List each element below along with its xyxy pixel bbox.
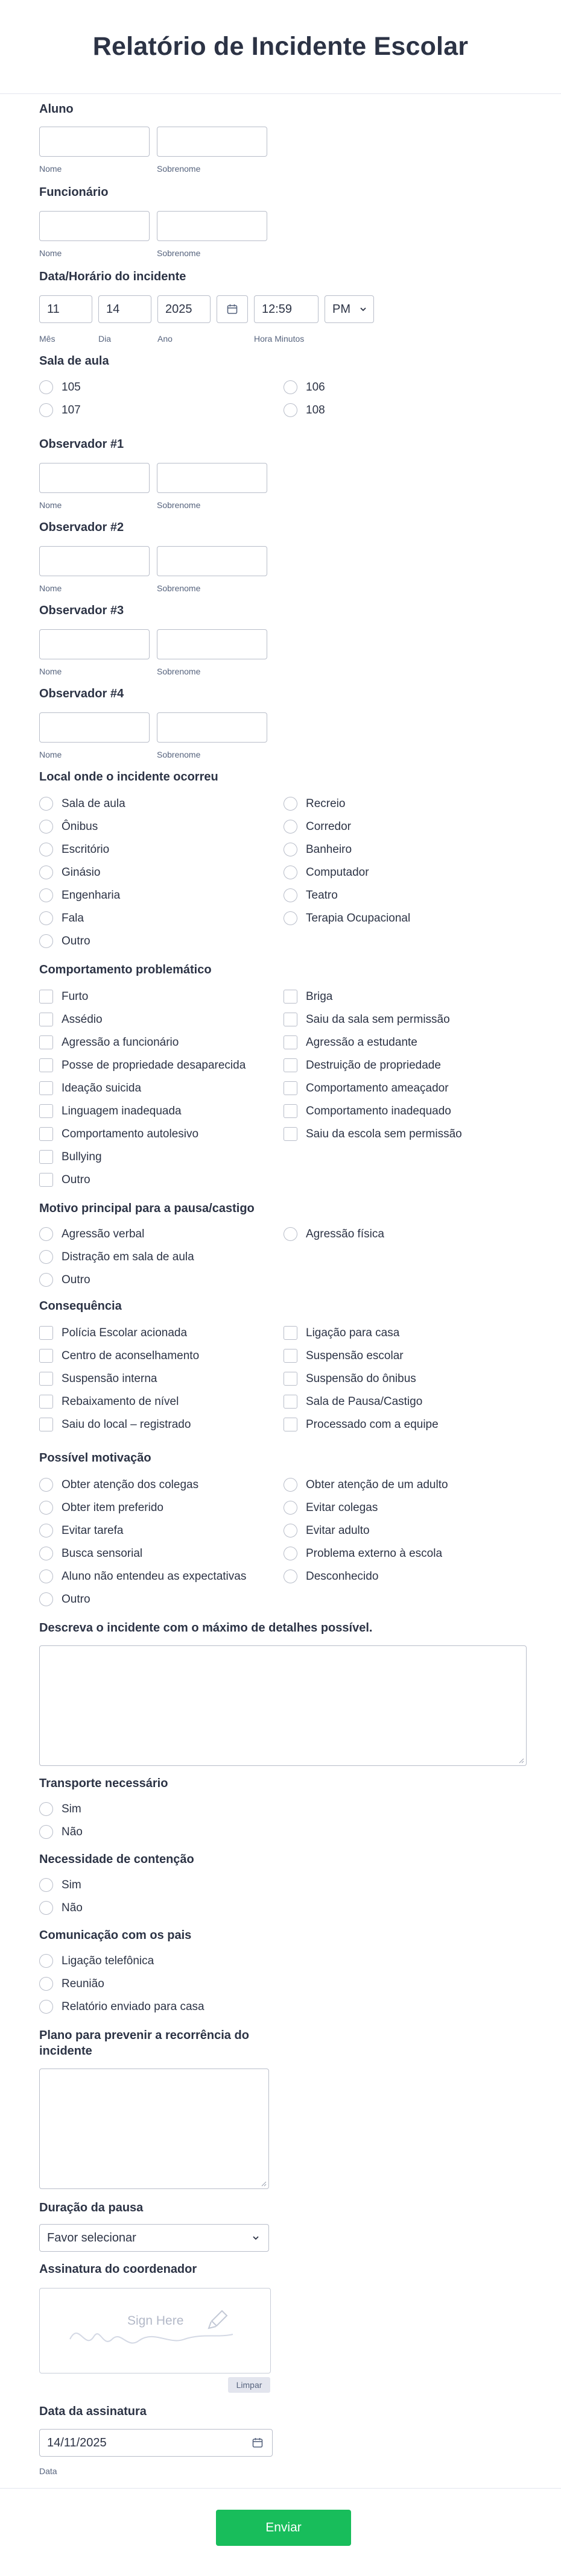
motivation-label: Possível motivação xyxy=(39,1451,151,1465)
option-label: Outro xyxy=(62,1592,90,1606)
consequence-option[interactable] xyxy=(39,1418,191,1431)
motivation-option[interactable] xyxy=(39,1547,142,1560)
checkbox[interactable] xyxy=(284,990,297,1004)
classroom-option[interactable] xyxy=(39,380,81,394)
consequence-label: Consequência xyxy=(39,1299,122,1313)
time-input[interactable]: 12:59 xyxy=(254,295,319,323)
radio[interactable] xyxy=(39,1250,53,1264)
checkbox[interactable] xyxy=(39,1173,53,1187)
radio[interactable] xyxy=(39,1273,53,1287)
option-label: Recreio xyxy=(306,797,346,810)
parents-option[interactable] xyxy=(39,1977,104,1991)
option-label: Agressão verbal xyxy=(62,1227,145,1240)
behavior-option[interactable] xyxy=(284,990,332,1004)
radio[interactable] xyxy=(39,911,53,925)
radio[interactable] xyxy=(39,2000,53,2014)
radio[interactable] xyxy=(284,797,297,811)
checkbox[interactable] xyxy=(284,1058,297,1072)
observer-1-last-sub: Sobrenome xyxy=(157,500,201,510)
student-first-name-input[interactable] xyxy=(39,127,150,157)
checkbox[interactable] xyxy=(39,1013,53,1026)
observer-4-first-sub: Nome xyxy=(39,750,62,759)
observer-4-label: Observador #4 xyxy=(39,687,124,700)
parents-label: Comunicação com os pais xyxy=(39,1929,192,1942)
consequence-option[interactable] xyxy=(39,1372,157,1386)
motivation-option[interactable] xyxy=(39,1569,246,1583)
location-option[interactable] xyxy=(39,820,98,834)
prevention-textarea[interactable] xyxy=(39,2069,269,2189)
calendar-button[interactable] xyxy=(217,295,248,323)
restraint-option[interactable] xyxy=(39,1901,83,1915)
option-label: Distração em sala de aula xyxy=(62,1250,194,1263)
observer-2-last-sub: Sobrenome xyxy=(157,583,201,593)
option-label: 108 xyxy=(306,403,325,416)
option-label: Agressão física xyxy=(306,1227,384,1240)
checkbox[interactable] xyxy=(284,1418,297,1431)
month-sub: Mês xyxy=(39,334,55,344)
option-label: Rebaixamento de nível xyxy=(62,1395,179,1408)
behavior-option[interactable] xyxy=(284,1058,441,1072)
consequence-option[interactable] xyxy=(39,1349,199,1363)
parents-option[interactable] xyxy=(39,2000,204,2014)
option-label: Agressão a estudante xyxy=(306,1035,417,1049)
option-label: Computador xyxy=(306,865,369,879)
checkbox[interactable] xyxy=(39,1349,53,1363)
location-option[interactable] xyxy=(39,934,90,948)
reason-option[interactable] xyxy=(39,1273,90,1287)
consequence-option[interactable] xyxy=(39,1326,187,1340)
motivation-option[interactable] xyxy=(284,1478,448,1492)
transport-label: Transporte necessário xyxy=(39,1777,168,1790)
option-label: Briga xyxy=(306,990,333,1003)
option-label: Comportamento ameaçador xyxy=(306,1081,449,1095)
employee-first-sub: Nome xyxy=(39,248,62,258)
calendar-icon[interactable] xyxy=(252,2437,264,2449)
student-first-sub: Nome xyxy=(39,164,62,174)
option-label: Saiu da escola sem permissão xyxy=(306,1127,462,1140)
consequence-option[interactable] xyxy=(284,1326,399,1340)
behavior-option[interactable] xyxy=(284,1127,462,1141)
employee-label: Funcionário xyxy=(39,186,109,199)
checkbox[interactable] xyxy=(39,1081,53,1095)
radio[interactable] xyxy=(284,1478,297,1492)
parents-option[interactable] xyxy=(39,1954,154,1968)
behavior-option[interactable] xyxy=(39,1013,103,1026)
option-label: Ligação telefônica xyxy=(62,1954,154,1967)
student-last-sub: Sobrenome xyxy=(157,164,201,174)
checkbox[interactable] xyxy=(39,1035,53,1049)
observer-4-last-input[interactable] xyxy=(157,712,267,743)
location-option[interactable] xyxy=(284,911,410,925)
radio[interactable] xyxy=(39,1878,53,1892)
radio[interactable] xyxy=(39,380,53,394)
behavior-option[interactable] xyxy=(39,1035,179,1049)
observer-1-first-sub: Nome xyxy=(39,500,62,510)
motivation-option[interactable] xyxy=(39,1524,123,1538)
option-label: Busca sensorial xyxy=(62,1547,143,1560)
option-label: Desconhecido xyxy=(306,1569,379,1583)
resize-handle-icon xyxy=(261,2181,267,2187)
option-label: Linguagem inadequada xyxy=(62,1104,182,1117)
option-label: Escritório xyxy=(62,843,110,856)
motivation-option[interactable] xyxy=(284,1524,370,1538)
observer-3-last-input[interactable] xyxy=(157,629,267,659)
location-option[interactable] xyxy=(39,888,120,902)
behavior-label: Comportamento problemático xyxy=(39,963,212,976)
radio[interactable] xyxy=(284,911,297,925)
employee-last-name-input[interactable] xyxy=(157,211,267,241)
motivation-option[interactable] xyxy=(284,1501,378,1515)
duration-selected: Favor selecionar xyxy=(47,2231,136,2245)
checkbox[interactable] xyxy=(39,1326,53,1340)
option-label: Bullying xyxy=(62,1150,102,1163)
behavior-option[interactable] xyxy=(39,1127,198,1141)
option-label: Saiu do local – registrado xyxy=(62,1418,191,1431)
consequence-option[interactable] xyxy=(284,1349,404,1363)
behavior-option[interactable] xyxy=(39,1104,182,1118)
form-title: Relatório de Incidente Escolar xyxy=(92,32,469,61)
description-textarea[interactable] xyxy=(39,1645,527,1766)
description-label: Descreva o incidente com o máximo de detalhes possível. xyxy=(39,1621,373,1635)
radio[interactable] xyxy=(39,888,53,902)
radio[interactable] xyxy=(284,820,297,834)
option-label: Relatório enviado para casa xyxy=(62,2000,204,2013)
location-option[interactable] xyxy=(39,911,84,925)
option-label: Reunião xyxy=(62,1977,104,1990)
reason-option[interactable] xyxy=(39,1227,144,1241)
option-label: Sim xyxy=(62,1802,81,1815)
duration-select[interactable] xyxy=(39,2224,269,2252)
option-label: Não xyxy=(62,1901,83,1914)
radio[interactable] xyxy=(39,1802,53,1816)
motivation-option[interactable] xyxy=(284,1569,378,1583)
clear-signature-button[interactable]: Limpar xyxy=(228,2377,270,2393)
location-option[interactable] xyxy=(284,820,351,834)
option-label: Destruição de propriedade xyxy=(306,1058,441,1072)
option-label: Outro xyxy=(62,1173,90,1186)
observer-3-last-sub: Sobrenome xyxy=(157,667,201,676)
option-label: Problema externo à escola xyxy=(306,1547,443,1560)
checkbox[interactable] xyxy=(284,1104,297,1118)
classroom-option[interactable] xyxy=(39,403,81,417)
behavior-option[interactable] xyxy=(39,990,88,1004)
signature-pad[interactable] xyxy=(39,2288,271,2373)
radio[interactable] xyxy=(39,1901,53,1915)
checkbox[interactable] xyxy=(39,1150,53,1164)
checkbox[interactable] xyxy=(284,1326,297,1340)
radio[interactable] xyxy=(39,1592,53,1606)
sign-date-label: Data da assinatura xyxy=(39,2405,147,2418)
observer-1-label: Observador #1 xyxy=(39,438,124,451)
signature-placeholder-drawing xyxy=(64,2303,245,2357)
option-label: Ginásio xyxy=(62,865,101,879)
radio[interactable] xyxy=(284,1501,297,1515)
checkbox[interactable] xyxy=(39,1418,53,1431)
transport-option[interactable] xyxy=(39,1825,83,1839)
reason-option[interactable] xyxy=(284,1227,384,1241)
location-option[interactable] xyxy=(284,888,338,902)
option-label: Suspensão interna xyxy=(62,1372,157,1385)
consequence-option[interactable] xyxy=(284,1418,439,1431)
checkbox[interactable] xyxy=(284,1035,297,1049)
option-label: Obter atenção de um adulto xyxy=(306,1478,448,1491)
checkbox[interactable] xyxy=(284,1081,297,1095)
location-option[interactable] xyxy=(39,865,100,879)
option-label: Centro de aconselhamento xyxy=(62,1349,200,1362)
observer-2-first-sub: Nome xyxy=(39,583,62,593)
option-label: Suspensão escolar xyxy=(306,1349,404,1362)
radio[interactable] xyxy=(284,843,297,856)
option-label: Ideação suicida xyxy=(62,1081,142,1095)
reason-label: Motivo principal para a pausa/castigo xyxy=(39,1202,255,1215)
radio[interactable] xyxy=(284,1547,297,1560)
option-label: Sim xyxy=(62,1878,81,1891)
radio[interactable] xyxy=(39,820,53,834)
sign-date-value: 14/11/2025 xyxy=(47,2436,107,2449)
radio[interactable] xyxy=(39,1524,53,1538)
behavior-option[interactable] xyxy=(284,1104,451,1118)
checkbox[interactable] xyxy=(284,1127,297,1141)
radio[interactable] xyxy=(39,1227,53,1241)
option-label: Não xyxy=(62,1825,83,1838)
checkbox[interactable] xyxy=(39,1372,53,1386)
option-label: Ônibus xyxy=(62,820,98,833)
calendar-icon xyxy=(226,303,238,315)
radio[interactable] xyxy=(284,888,297,902)
location-label: Local onde o incidente ocorreu xyxy=(39,770,218,784)
resize-handle-icon xyxy=(518,1758,524,1764)
option-label: Evitar colegas xyxy=(306,1501,378,1514)
radio[interactable] xyxy=(284,1227,297,1241)
behavior-option[interactable] xyxy=(39,1081,141,1095)
radio[interactable] xyxy=(284,403,297,417)
radio[interactable] xyxy=(39,1478,53,1492)
option-label: Comportamento inadequado xyxy=(306,1104,451,1117)
checkbox[interactable] xyxy=(39,1058,53,1072)
radio[interactable] xyxy=(39,1825,53,1839)
option-label: Polícia Escolar acionada xyxy=(62,1326,188,1339)
datetime-label: Data/Horário do incidente xyxy=(39,270,186,283)
option-label: 107 xyxy=(62,403,81,416)
duration-label: Duração da pausa xyxy=(39,2201,144,2214)
option-label: Assédio xyxy=(62,1013,103,1026)
option-label: Comportamento autolesivo xyxy=(62,1127,199,1140)
option-label: Evitar tarefa xyxy=(62,1524,124,1537)
location-option[interactable] xyxy=(284,865,369,879)
behavior-option[interactable] xyxy=(39,1150,102,1164)
option-label: Aluno não entendeu as expectativas xyxy=(62,1569,247,1583)
option-label: Outro xyxy=(62,934,90,947)
consequence-option[interactable] xyxy=(39,1395,179,1409)
checkbox[interactable] xyxy=(284,1395,297,1409)
time-sub: Hora Minutos xyxy=(254,334,305,344)
observer-3-first-sub: Nome xyxy=(39,667,62,676)
observer-2-label: Observador #2 xyxy=(39,521,124,534)
checkbox[interactable] xyxy=(39,1104,53,1118)
year-sub: Ano xyxy=(157,334,173,344)
option-label: Ligação para casa xyxy=(306,1326,400,1339)
option-label: Banheiro xyxy=(306,843,352,856)
option-label: Sala de aula xyxy=(62,797,125,810)
observer-1-last-input[interactable] xyxy=(157,463,267,493)
observer-4-last-sub: Sobrenome xyxy=(157,750,201,759)
observer-2-first-input[interactable] xyxy=(39,546,150,576)
option-label: Evitar adulto xyxy=(306,1524,370,1537)
ampm-value: PM xyxy=(332,302,350,316)
radio[interactable] xyxy=(284,1569,297,1583)
option-label: Outro xyxy=(62,1273,90,1286)
radio[interactable] xyxy=(39,865,53,879)
option-label: Obter atenção dos colegas xyxy=(62,1478,199,1491)
option-label: Fala xyxy=(62,911,84,925)
behavior-option[interactable] xyxy=(284,1081,449,1095)
behavior-option[interactable] xyxy=(39,1173,90,1187)
option-label: Processado com a equipe xyxy=(306,1418,439,1431)
day-input[interactable]: 14 xyxy=(98,295,151,323)
month-input[interactable]: 11 xyxy=(39,295,92,323)
radio[interactable] xyxy=(284,380,297,394)
employee-last-sub: Sobrenome xyxy=(157,248,201,258)
transport-option[interactable] xyxy=(39,1802,81,1816)
chevron-down-icon xyxy=(359,305,367,313)
location-option[interactable] xyxy=(284,797,345,811)
ampm-select[interactable] xyxy=(325,295,374,323)
signature-placeholder: Sign Here xyxy=(127,2314,184,2328)
motivation-option[interactable] xyxy=(39,1501,163,1515)
observer-1-first-input[interactable] xyxy=(39,463,150,493)
checkbox[interactable] xyxy=(284,1349,297,1363)
option-label: Teatro xyxy=(306,888,338,902)
option-label: Saiu da sala sem permissão xyxy=(306,1013,450,1026)
student-label: Aluno xyxy=(39,102,74,116)
behavior-option[interactable] xyxy=(284,1035,417,1049)
option-label: Corredor xyxy=(306,820,351,833)
option-label: Furto xyxy=(62,990,89,1003)
day-sub: Dia xyxy=(98,334,112,344)
checkbox[interactable] xyxy=(39,1395,53,1409)
observer-2-last-input[interactable] xyxy=(157,546,267,576)
sign-date-input[interactable] xyxy=(39,2429,273,2457)
prevention-label: Plano para prevenir a recorrência do incidente xyxy=(39,2029,249,2058)
location-option[interactable] xyxy=(39,843,109,856)
radio[interactable] xyxy=(39,1501,53,1515)
option-label: Engenharia xyxy=(62,888,121,902)
radio[interactable] xyxy=(39,1547,53,1560)
chevron-down-icon xyxy=(252,2234,260,2242)
classroom-label: Sala de aula xyxy=(39,354,109,368)
classroom-option[interactable] xyxy=(284,380,325,394)
radio[interactable] xyxy=(39,1977,53,1991)
radio[interactable] xyxy=(39,403,53,417)
submit-button[interactable]: Enviar xyxy=(216,2510,351,2546)
form-header xyxy=(0,0,561,94)
signature-label: Assinatura do coordenador xyxy=(39,2263,197,2276)
behavior-option[interactable] xyxy=(39,1058,246,1072)
year-input[interactable]: 2025 xyxy=(157,295,211,323)
radio[interactable] xyxy=(39,1569,53,1583)
option-label: Agressão a funcionário xyxy=(62,1035,179,1049)
motivation-option[interactable] xyxy=(284,1547,442,1560)
classroom-option[interactable] xyxy=(284,403,325,417)
radio[interactable] xyxy=(284,865,297,879)
radio[interactable] xyxy=(39,843,53,856)
restraint-label: Necessidade de contenção xyxy=(39,1853,194,1866)
restraint-option[interactable] xyxy=(39,1878,81,1892)
checkbox[interactable] xyxy=(284,1013,297,1026)
observer-3-first-input[interactable] xyxy=(39,629,150,659)
option-label: Terapia Ocupacional xyxy=(306,911,411,925)
option-label: Posse de propriedade desaparecida xyxy=(62,1058,246,1072)
checkbox[interactable] xyxy=(284,1372,297,1386)
radio[interactable] xyxy=(284,1524,297,1538)
sign-date-sub: Data xyxy=(39,2466,57,2476)
observer-4-first-input[interactable] xyxy=(39,712,150,743)
radio[interactable] xyxy=(39,797,53,811)
observer-3-label: Observador #3 xyxy=(39,604,124,617)
consequence-option[interactable] xyxy=(284,1372,416,1386)
reason-option[interactable] xyxy=(39,1250,194,1264)
option-label: 106 xyxy=(306,380,325,394)
behavior-option[interactable] xyxy=(284,1013,450,1026)
checkbox[interactable] xyxy=(39,990,53,1004)
option-label: Sala de Pausa/Castigo xyxy=(306,1395,423,1408)
option-label: 105 xyxy=(62,380,81,394)
motivation-option[interactable] xyxy=(39,1478,198,1492)
option-label: Suspensão do ônibus xyxy=(306,1372,416,1385)
student-last-name-input[interactable] xyxy=(157,127,267,157)
motivation-option[interactable] xyxy=(39,1592,90,1606)
consequence-option[interactable] xyxy=(284,1395,422,1409)
employee-first-name-input[interactable] xyxy=(39,211,150,241)
location-option[interactable] xyxy=(284,843,352,856)
radio[interactable] xyxy=(39,1954,53,1968)
location-option[interactable] xyxy=(39,797,125,811)
radio[interactable] xyxy=(39,934,53,948)
option-label: Obter item preferido xyxy=(62,1501,163,1514)
checkbox[interactable] xyxy=(39,1127,53,1141)
